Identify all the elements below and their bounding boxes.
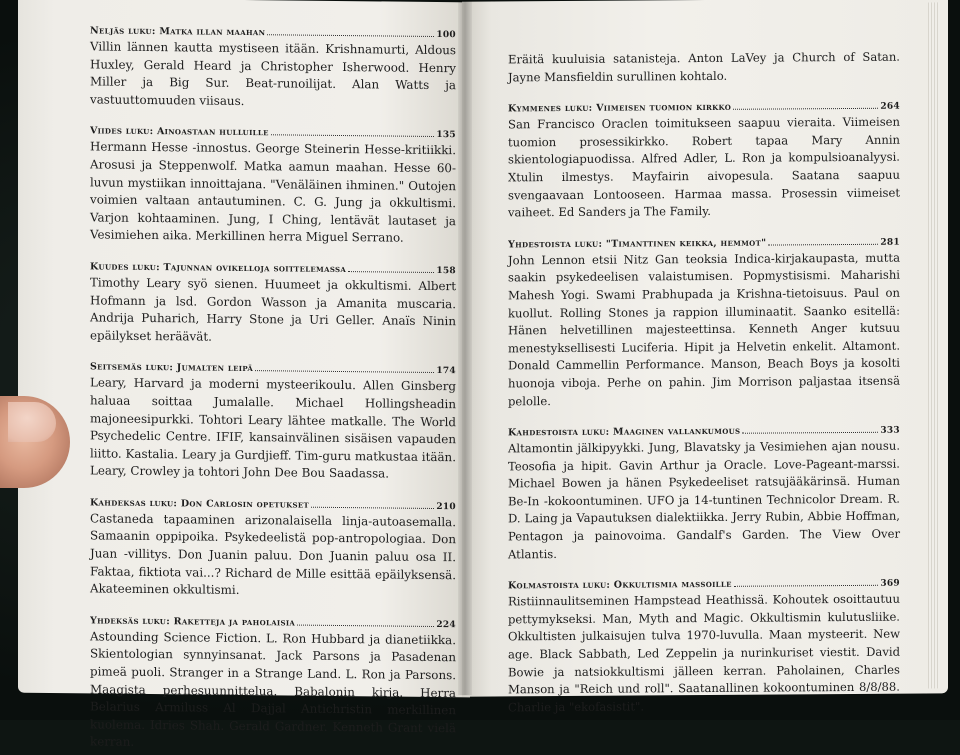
leader-dots bbox=[734, 577, 879, 587]
chapter-summary: Astounding Science Fiction. L. Ron Hubbard ja dianetiikka. Skientologian synnyinsanat. Jack Parsons ja Pasadenan pimeä puoli. Stranger in a Strange Land. L. Ron ja Parsons. Maagista perhesuunnittelua. Babalonin kirja. Herra Belarius Armiluss Al Dajjal Antichristin merkillinen kuolema. Idries Shah. Gerald Gardner. Kenneth Grant vielä kerran. bbox=[90, 629, 456, 750]
chapter-summary: Leary, Harvard ja moderni mysteerikoulu. Allen Ginsberg haluaa soittaa Jumalalle. Michael Hollingsheadin majoneesipurkki. Tohtori Leary lähtee matkalle. The World Psychedelic Centre. IFIF, kansainvälinen sisäisen vapauden liitto. Kastalia. Leary ja Gurdjieff. Tim-guru matkustaa itään. Leary, Crowley ja tohtori John Dee Bou Saadassa. bbox=[90, 375, 456, 481]
chapter-heading bbox=[90, 24, 456, 40]
right-page bbox=[462, 0, 948, 715]
chapter-summary: Castaneda tapaaminen arizonalaisella linja-autoasemalla. Samaanin oppipoika. Psykedeelistä pop-antropologiaa. Don Juan -villitys. Don Juanin paluu. Don Juanin paluu osa II. Faktaa, fiktiota vai...? Richard de Mille esittää epäilyksensä. Akateeminen okkultismi. bbox=[90, 511, 456, 598]
chapter-entry bbox=[90, 125, 456, 248]
chapter-entry bbox=[90, 361, 456, 484]
chapter-summary: Timothy Leary syö sienen. Huumeet ja okkultismi. Albert Hofmann ja lsd. Gordon Wasson ja Amanita muscaria. Andrija Puharich, Harry Stone ja Uri Geller. Anaïs Ninin epäilykset heräävät. bbox=[90, 275, 456, 344]
left-page bbox=[18, 0, 470, 750]
chapter-title: Neljäs luku: Matka illan maahan bbox=[90, 25, 266, 39]
page-number: 281 bbox=[880, 237, 900, 248]
leader-dots bbox=[311, 499, 434, 509]
chapter-continuation bbox=[508, 49, 900, 87]
leader-dots bbox=[297, 616, 434, 626]
chapter-title: Seitsemäs luku: Jumalten leipä bbox=[90, 361, 254, 375]
page-number: 100 bbox=[436, 30, 456, 41]
chapter-summary: Villin lännen kautta mystiseen itään. Krishnamurti, Aldous Huxley, Gerald Heard ja Christopher Isherwood. Henry Miller ja Big Sur. Beat-runoilijat. Alan Watts ja vastuuttomuuden viisaus. bbox=[90, 39, 456, 108]
leader-dots bbox=[271, 127, 435, 138]
leader-dots bbox=[733, 100, 878, 110]
leader-dots bbox=[255, 362, 434, 373]
chapter-entry bbox=[90, 496, 456, 602]
page-number: 174 bbox=[436, 366, 456, 377]
chapter-heading bbox=[508, 424, 900, 439]
page-number: 135 bbox=[436, 130, 456, 141]
leader-dots bbox=[267, 26, 434, 37]
leader-dots bbox=[348, 263, 434, 273]
chapter-title: Kahdeksas luku: Don Carlosin opetukset bbox=[90, 497, 310, 511]
page-number: 369 bbox=[880, 578, 900, 590]
chapter-summary: San Francisco Oraclen toimitukseen saapuu vieraita. Viimeisen tuomion prosessikirkko. Robert tapaa Mary Annin skientologiapuodissa. Alfred Adler, L. Ron ja kompulsioanalyysi. Xtulin ilmestys. Mayfairin aivopesula. Saatana saapuu svengaavaan Lontooseen. Harmaa massa. Prosessin viimeiset vaiheet. Ed Sanders ja The Family. bbox=[508, 114, 900, 220]
chapter-heading bbox=[508, 235, 900, 250]
chapter-summary: Altamontin jälkipyykki. Jung, Blavatsky ja Vesimiehen ajan nousu. Teosofia ja hipit. Gavin Arthur ja Oracle. Love-Pageant-marssi. Michael Bowen ja hänen Psykedeeliset ratsujääkärinsä. Human Be-In -kokoontuminen. UFO ja 14-tuntinen Technicolor Dream. R. D. Laing ja Vapautuksen dialektiikka. Jerry Rubin, Abbie Hoffman, Pentagon ja painovoima. Gandalf's Garden. The View Over Atlantis. bbox=[508, 438, 900, 562]
chapter-title: Yhdeksäs luku: Raketteja ja paholaisia bbox=[90, 615, 296, 629]
chapter-heading bbox=[90, 361, 456, 377]
page-number: 264 bbox=[880, 101, 900, 112]
chapter-heading bbox=[508, 577, 900, 592]
chapter-summary: Ristiinnaulitseminen Hampstead Heathissä. Kohoutek osoittautuu pettymykseksi. Man, Myth and Magic. Okkultismin kulutusliike. Okkultisten julkaisujen tulva 1970-luvulla. Maan mysteerit. New age. Black Sabbath, Led Zeppelin ja nurinkuriset viestit. David Bowie ja natsiokkultismi jälleen kerran. Paholainen, Charles Manson ja "Reich und roll". Saatanallinen kokoontuminen 8/8/88. Charlie ja "ekofasistit". bbox=[508, 591, 900, 715]
page-number: 333 bbox=[880, 425, 900, 436]
chapter-summary: John Lennon etsii Nitz Gan teoksia Indica-kirjakaupasta, mutta saakin psykedeelisen valaistumisen. Popmystisismi. Maharishi Mahesh Yogi. Swami Prabhupada ja Krishna-tietoisuus. Paul on kuollut. Rolling Stones ja rappion illuminaatit. Saanko esitellä: Hänen helvetillinen majesteettinsa. Kenneth Anger kutsuu menestyksellisesti Luciferia. Hipit ja Helvetin enkelit. Altamont. Donald Cammellin Performance. Manson, Beach Boys ja kosolti huonoja viboja. Perhe on pahin. Jim Morrison paljastaa itsensä pelolle. bbox=[508, 250, 900, 408]
chapter-entry bbox=[508, 100, 900, 222]
chapter-summary: Hermann Hesse -innostus. George Steinerin Hesse-kritiikki. Arosusi ja Steppenwolf. Matka aamun maahan. Hesse 60-luvun mystiikan innoittajana. "Venäläinen ihminen." Outojen voimien valtaan antautuminen. C. G. Jung ja okkultismi. Varjon kohtaaminen. Jung, I Ching, lentävät lautaset ja Vesimiehen aika. Merkillinen herra Miguel Serrano. bbox=[90, 139, 456, 246]
chapter-entry bbox=[508, 235, 900, 410]
chapter-summary-continued: Eräitä kuuluisia satanisteja. Anton LaVey ja Church of Satan. Jayne Mansfieldin surullinen kohtalo. bbox=[508, 49, 900, 84]
page-edges bbox=[928, 2, 940, 688]
chapter-heading bbox=[508, 100, 900, 115]
chapter-title: Kuudes luku: Tajunnan ovikelloja soittelemassa bbox=[90, 261, 347, 276]
open-book bbox=[10, 0, 945, 750]
thumbnail-highlight bbox=[8, 402, 56, 442]
chapter-heading bbox=[90, 614, 456, 630]
page-number: 224 bbox=[436, 619, 456, 631]
chapter-heading bbox=[90, 125, 456, 141]
chapter-title: Kymmenes luku: Viimeisen tuomion kirkko bbox=[508, 102, 732, 115]
leader-dots bbox=[768, 236, 878, 246]
leader-dots bbox=[742, 424, 878, 434]
chapter-title: Viides luku: Ainoastaan hulluille bbox=[90, 125, 269, 139]
chapter-title: Kahdestoista luku: Maaginen vallankumous bbox=[508, 425, 741, 439]
chapter-entry bbox=[90, 24, 456, 112]
chapter-title: Yhdestoista luku: "Timanttinen keikka, hemmot" bbox=[508, 237, 767, 251]
chapter-heading bbox=[90, 496, 456, 512]
chapter-entry bbox=[508, 424, 900, 564]
chapter-entry bbox=[90, 614, 456, 755]
page-number: 210 bbox=[436, 501, 456, 513]
chapter-title: Kolmastoista luku: Okkultismia massoille bbox=[508, 579, 732, 592]
page-number: 158 bbox=[436, 265, 456, 277]
chapter-heading bbox=[90, 260, 456, 276]
chapter-entry bbox=[508, 577, 900, 717]
chapter-entry bbox=[90, 260, 456, 348]
book-spine-gutter bbox=[458, 0, 472, 695]
